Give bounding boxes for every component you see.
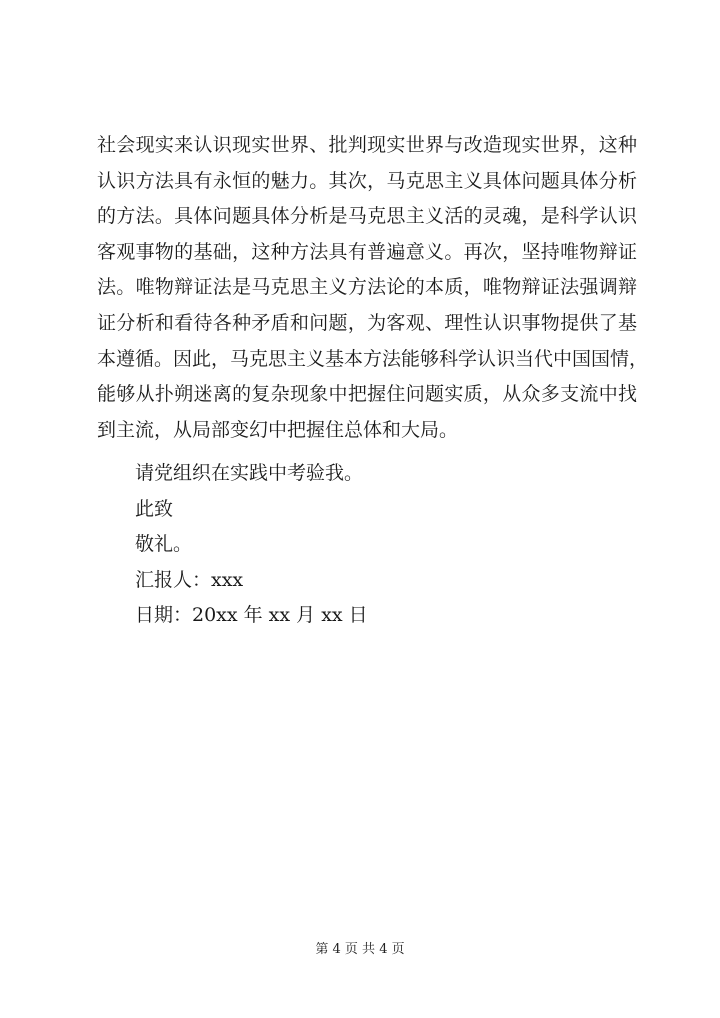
request-text: 请党组织在实践中考验我。 [135, 462, 364, 484]
paragraph-line: 的方法。具体问题具体分析是马克思主义活的灵魂，是科学认识 [97, 205, 637, 228]
paragraph-line: 认识方法具有永恒的魅力。其次，马克思主义具体问题具体分析 [97, 169, 637, 192]
closing-block [135, 456, 368, 634]
date-line: 日期：20xx 年 xx 月 xx 日 [135, 604, 368, 627]
salutation-line-2: 敬礼。 [135, 533, 193, 556]
paragraph-line: 客观事物的基础，这种方法具有普遍意义。再次，坚持唯物辩证 [97, 240, 637, 263]
paragraph-line: 法。唯物辩证法是马克思主义方法论的本质，唯物辩证法强调辩 [97, 276, 637, 299]
reporter-line: 汇报人：xxx [135, 568, 244, 591]
body-paragraph [97, 128, 649, 448]
paragraph-line: 能够从扑朔迷离的复杂现象中把握住问题实质，从众多支流中找 [97, 383, 637, 406]
paragraph-line: 本遵循。因此，马克思主义基本方法能够科学认识当代中国国情， [97, 347, 649, 370]
page-footer: 第 4 页 共 4 页 [315, 942, 405, 957]
paragraph-line: 社会现实来认识现实世界、批判现实世界与改造现实世界，这种 [97, 134, 637, 156]
paragraph-line: 到主流，从局部变幻中把握住总体和大局。 [97, 418, 459, 441]
paragraph-line: 证分析和看待各种矛盾和问题，为客观、理性认识事物提供了基 [97, 311, 637, 334]
salutation-line-1: 此致 [135, 497, 174, 520]
